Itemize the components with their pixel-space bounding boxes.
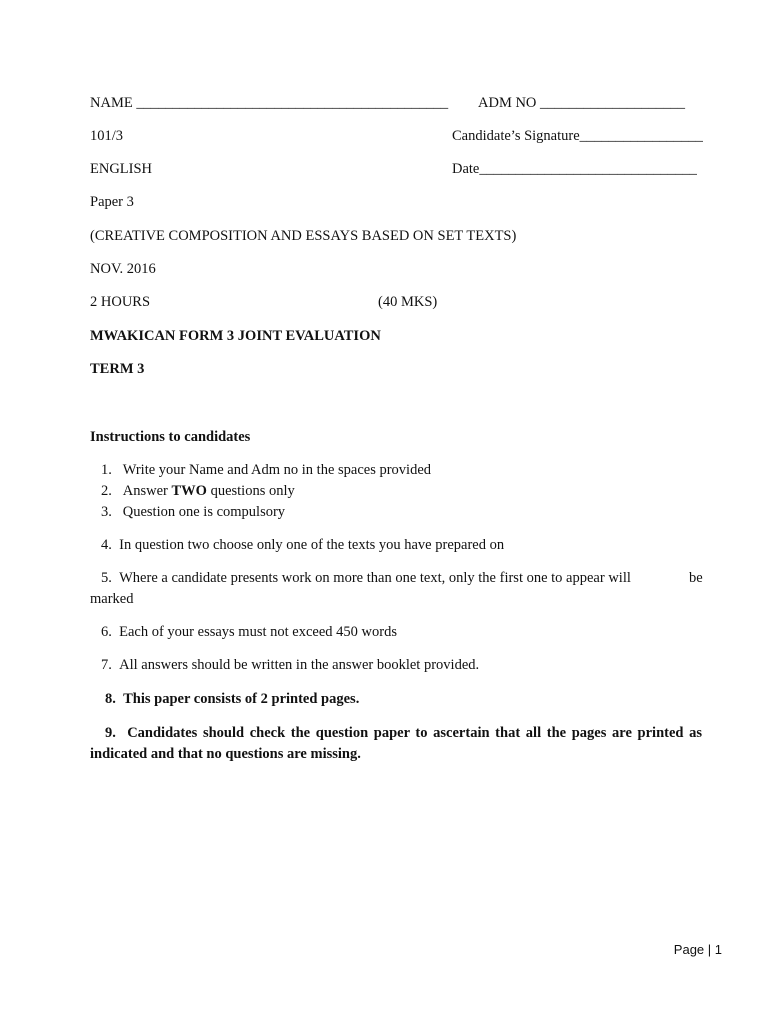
paper-code: 101/3 — [90, 128, 124, 144]
subject: ENGLISH — [90, 161, 153, 177]
instruction-text: Candidates should check the question paper to ascertain that all the pages are printed as indicated and that no questions are missing. — [90, 725, 703, 762]
instruction-number: 3. — [101, 504, 112, 520]
instruction-number: 5. — [101, 570, 112, 586]
instruction-item — [101, 623, 397, 641]
instruction-number: 4. — [101, 537, 112, 553]
instruction-text-end: be — [689, 570, 703, 586]
instruction-item — [90, 723, 702, 765]
exam-date: NOV. 2016 — [90, 261, 156, 277]
instruction-item — [101, 503, 285, 521]
instruction-item — [101, 536, 504, 554]
instruction-text: Where a candidate presents work on more than one text, only the first one to appear will — [119, 570, 631, 586]
term: TERM 3 — [90, 361, 145, 377]
instruction-text: This paper consists of 2 printed pages. — [123, 691, 360, 707]
duration: 2 HOURS — [90, 294, 151, 310]
instruction-text: Write your Name and Adm no in the spaces provided — [122, 462, 432, 478]
page-number: Page | 1 — [673, 942, 722, 957]
instruction-item — [101, 656, 479, 674]
instruction-item — [105, 690, 359, 708]
instruction-text: Each of your essays must not exceed 450 words — [119, 624, 397, 640]
name-field-label: NAME ___________________________________________ — [90, 95, 449, 111]
instruction-number: 8. — [105, 691, 116, 707]
instruction-text: All answers should be written in the answer booklet provided. — [119, 657, 480, 673]
adm-no-field-label: ADM NO ____________________ — [478, 95, 686, 111]
date-field-label: Date______________________________ — [452, 161, 697, 177]
instruction-item — [101, 569, 631, 587]
instruction-number: 6. — [101, 624, 112, 640]
instruction-item — [101, 482, 295, 500]
instruction-item — [101, 461, 431, 479]
paper-number: Paper 3 — [90, 194, 134, 210]
instructions-title: Instructions to candidates — [90, 429, 251, 445]
instruction-emphasis: TWO — [171, 483, 207, 499]
instruction-text-post: questions only — [206, 483, 295, 499]
instruction-number: 2. — [101, 483, 112, 499]
signature-field-label: Candidate’s Signature_________________ — [452, 128, 703, 144]
instruction-text-pre: Answer — [122, 483, 172, 499]
instruction-text-continued: marked — [90, 591, 134, 607]
exam-name: MWAKICAN FORM 3 JOINT EVALUATION — [90, 328, 381, 344]
instruction-text: Question one is compulsory — [122, 504, 286, 520]
instruction-number: 7. — [101, 657, 112, 673]
total-marks: (40 MKS) — [378, 294, 438, 310]
paper-title: (CREATIVE COMPOSITION AND ESSAYS BASED ON SET TEXTS) — [90, 228, 517, 244]
instruction-text: In question two choose only one of the texts you have prepared on — [119, 537, 505, 553]
instruction-number: 1. — [101, 462, 112, 478]
instruction-number: 9. — [105, 725, 116, 741]
